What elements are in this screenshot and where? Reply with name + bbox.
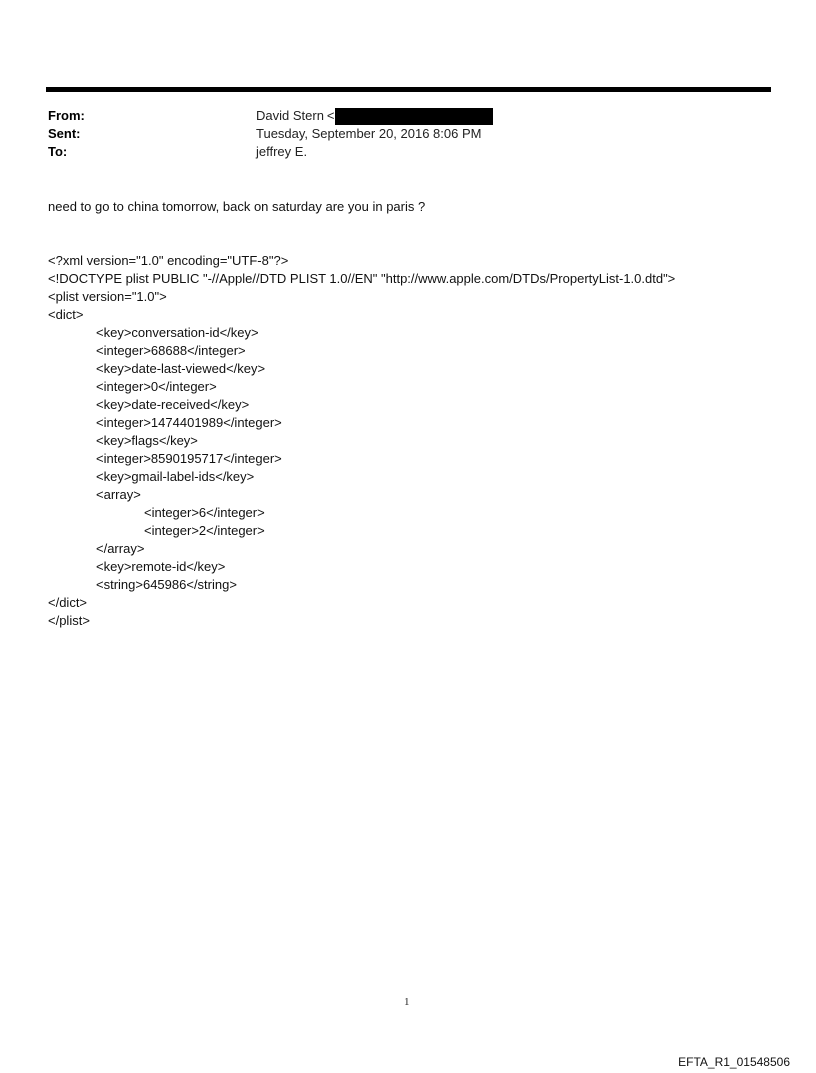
email-header — [48, 107, 748, 161]
plist-line: </plist> — [48, 613, 90, 628]
from-row — [48, 107, 748, 125]
plist-line: <!DOCTYPE plist PUBLIC "-//Apple//DTD PLIST 1.0//EN" "http://www.apple.com/DTDs/PropertyList-1.0.dtd"> — [48, 271, 676, 286]
plist-line: <key>date-last-viewed</key> — [96, 361, 266, 376]
message-body: need to go to china tomorrow, back on saturday are you in paris ? — [48, 199, 426, 214]
sender-email-bracket: < — [326, 108, 335, 123]
sent-label: Sent: — [48, 126, 81, 141]
plist-line: <key>flags</key> — [96, 433, 198, 448]
sender-name: David Stern — [256, 108, 324, 123]
plist-line: <key>date-received</key> — [96, 397, 250, 412]
plist-line: <integer>8590195717</integer> — [96, 451, 282, 466]
from-label: From: — [48, 108, 85, 123]
sent-value: Tuesday, September 20, 2016 8:06 PM — [256, 126, 482, 141]
to-value: jeffrey E. — [256, 144, 308, 159]
sent-row — [48, 125, 748, 143]
bates-number: EFTA_R1_01548506 — [678, 1055, 790, 1069]
page-number: 1 — [404, 996, 410, 1008]
plist-line: <integer>68688</integer> — [96, 343, 246, 358]
plist-line: <?xml version="1.0" encoding="UTF-8"?> — [48, 253, 289, 268]
plist-line: <integer>2</integer> — [144, 523, 265, 538]
plist-line: </array> — [96, 541, 145, 556]
plist-line: <integer>1474401989</integer> — [96, 415, 282, 430]
plist-line: </dict> — [48, 595, 88, 610]
plist-line: <plist version="1.0"> — [48, 289, 167, 304]
to-row — [48, 143, 748, 161]
plist-line: <key>gmail-label-ids</key> — [96, 469, 255, 484]
plist-line: <key>remote-id</key> — [96, 559, 226, 574]
from-value — [256, 107, 493, 125]
plist-line: <string>645986</string> — [96, 577, 237, 592]
redaction-block — [335, 108, 493, 125]
plist-line: <array> — [96, 487, 141, 502]
plist-line: <key>conversation-id</key> — [96, 325, 259, 340]
plist-block — [48, 252, 675, 630]
plist-line: <integer>6</integer> — [144, 505, 265, 520]
plist-line: <integer>0</integer> — [96, 379, 217, 394]
plist-line: <dict> — [48, 307, 84, 322]
header-rule — [46, 87, 771, 92]
to-label: To: — [48, 144, 68, 159]
